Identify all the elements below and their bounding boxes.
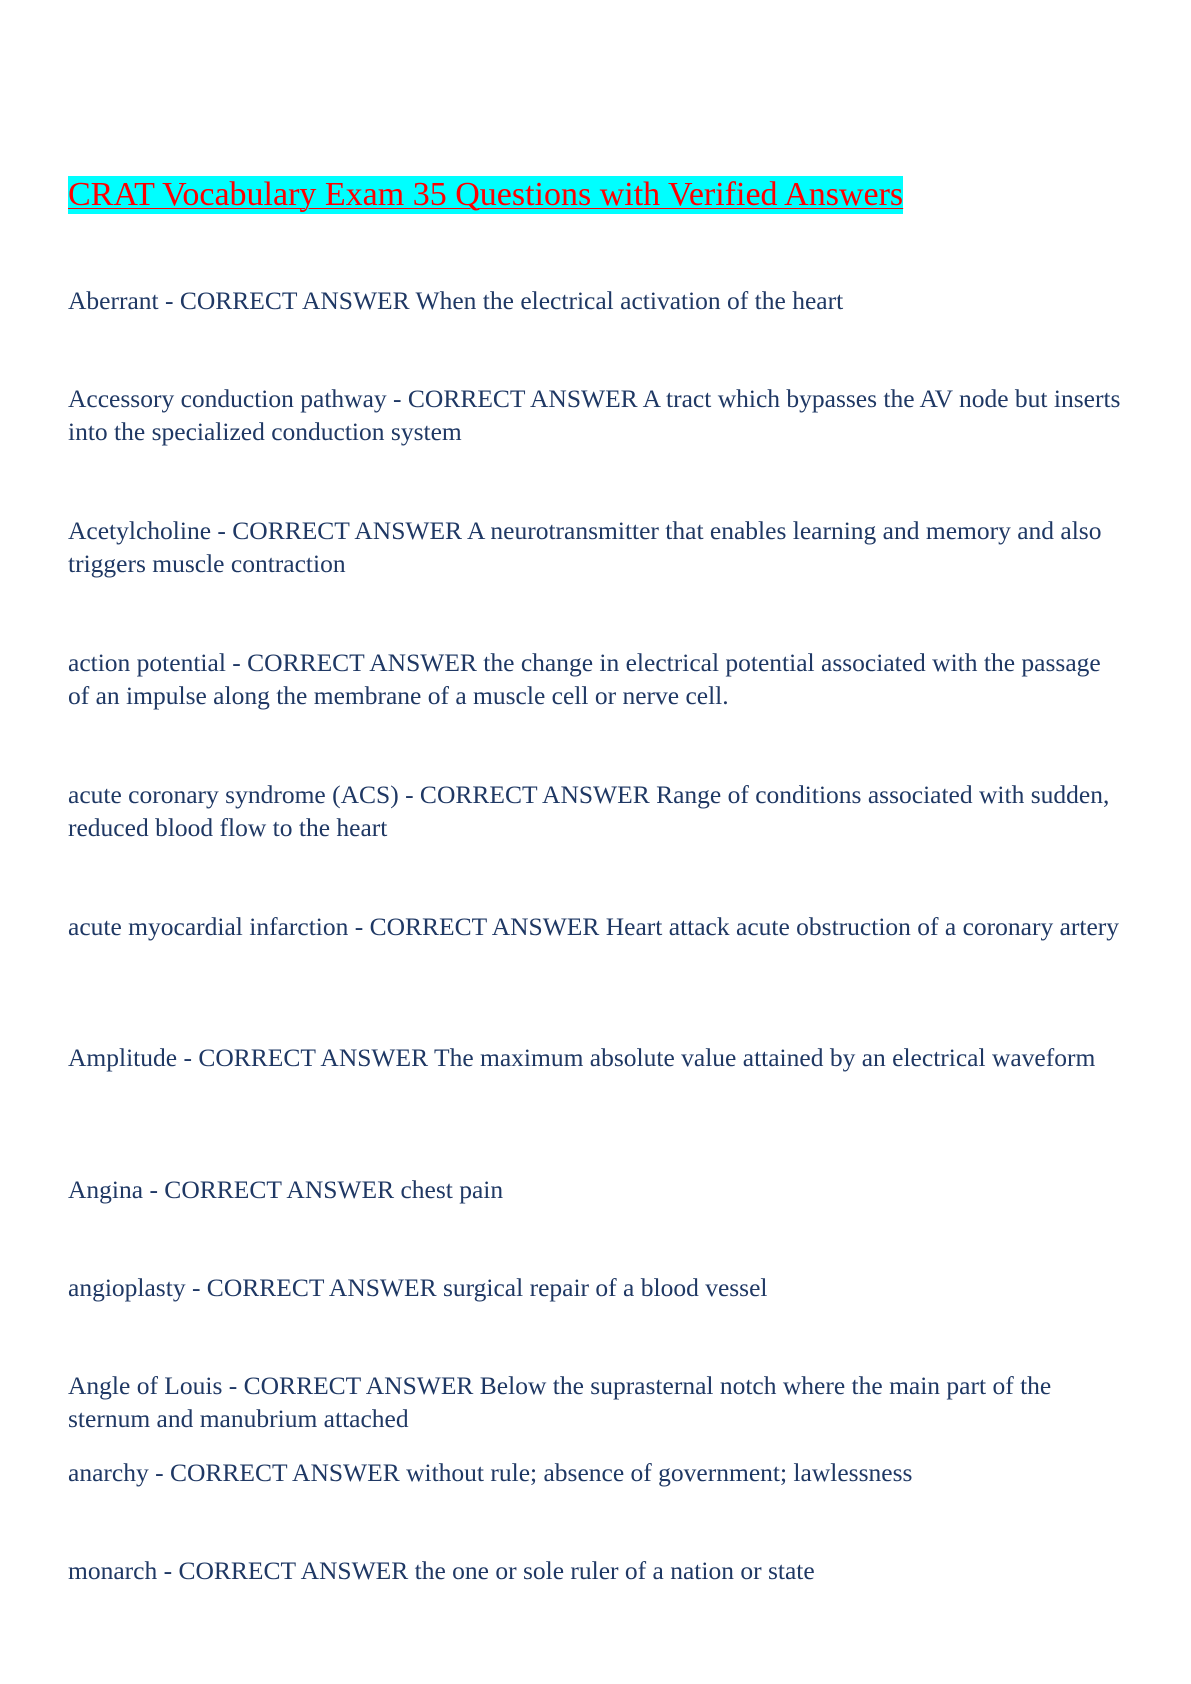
vocab-entry-aberrant: Aberrant - CORRECT ANSWER When the electrical activation of the heart bbox=[68, 286, 844, 315]
vocab-entry-accessory-conduction-pathway: Accessory conduction pathway - CORRECT ANSWER A tract which bypasses the AV node but inserts into the specialized conduction system bbox=[68, 384, 1121, 446]
vocab-entry-acute-coronary-syndrome: acute coronary syndrome (ACS) - CORRECT ANSWER Range of conditions associated with sudden, reduced blood flow to the heart bbox=[68, 780, 1110, 842]
vocab-entry-action-potential: action potential - CORRECT ANSWER the change in electrical potential associated with the passage of an impulse along the membrane of a muscle cell or nerve cell. bbox=[68, 648, 1101, 710]
vocab-entry-angina: Angina - CORRECT ANSWER chest pain bbox=[68, 1175, 504, 1204]
vocab-entry-acute-myocardial-infarction: acute myocardial infarction - CORRECT ANSWER Heart attack acute obstruction of a coronary artery bbox=[68, 912, 1120, 941]
vocab-entry-angle-of-louis: Angle of Louis - CORRECT ANSWER Below the suprasternal notch where the main part of the sternum and manubrium attached bbox=[68, 1371, 1052, 1433]
vocab-entry-acetylcholine: Acetylcholine - CORRECT ANSWER A neurotransmitter that enables learning and memory and also triggers muscle contraction bbox=[68, 516, 1102, 578]
vocab-entry-anarchy: anarchy - CORRECT ANSWER without rule; absence of government; lawlessness bbox=[68, 1458, 913, 1487]
document-title: CRAT Vocabulary Exam 35 Questions with Verified Answers bbox=[68, 176, 904, 213]
vocab-entry-monarch: monarch - CORRECT ANSWER the one or sole ruler of a nation or state bbox=[68, 1556, 815, 1585]
vocab-entry-angioplasty: angioplasty - CORRECT ANSWER surgical repair of a blood vessel bbox=[68, 1273, 768, 1302]
vocab-entry-amplitude: Amplitude - CORRECT ANSWER The maximum absolute value attained by an electrical waveform bbox=[68, 1043, 1096, 1072]
